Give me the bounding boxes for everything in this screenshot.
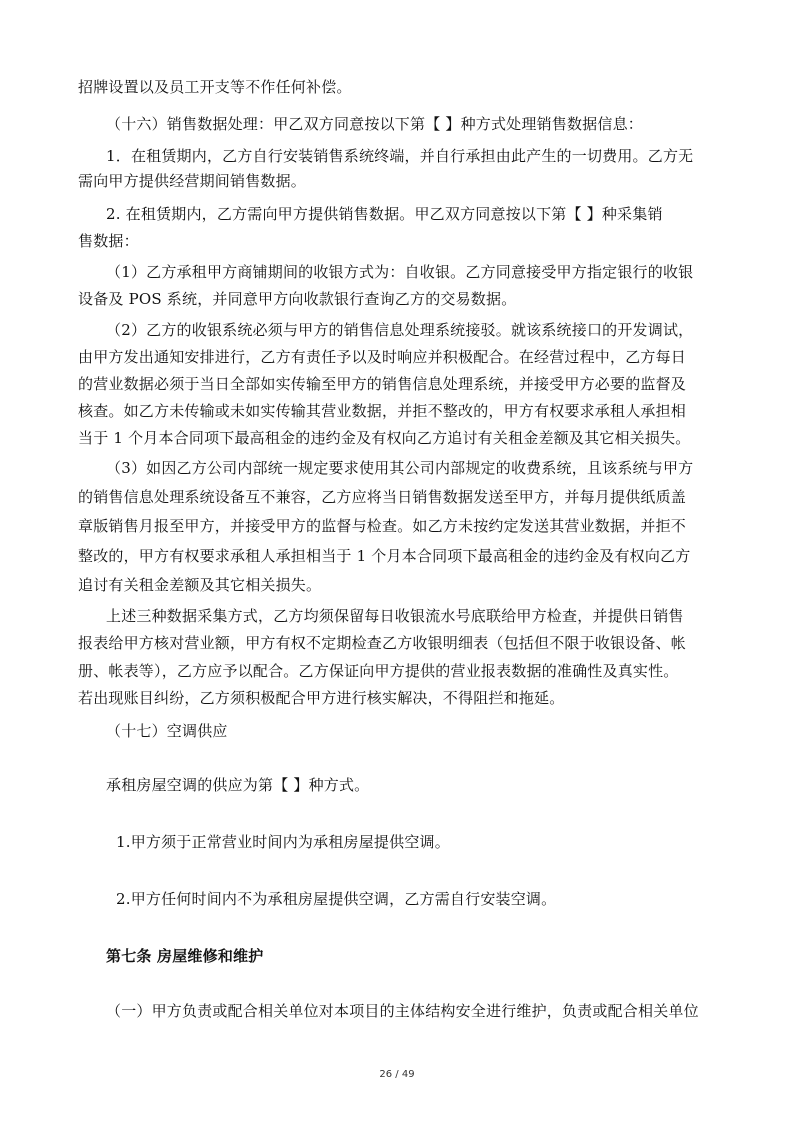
paragraph-line: 核查。如乙方未传输或未如实传输其营业数据，并拒不整改的，甲方有权要求承租人承担相	[78, 402, 687, 420]
paragraph-line: 售数据：	[78, 232, 139, 250]
paragraph-line: 需向甲方提供经营期间销售数据。	[78, 172, 307, 190]
page-number: 26 / 49	[379, 1069, 415, 1080]
paragraph-line: 章版销售月报至甲方，并接受甲方的监督与检查。如乙方未按约定发送其营业数据，并拒不	[78, 517, 687, 535]
paragraph-line: 设备及 POS 系统，并同意甲方向收款银行查询乙方的交易数据。	[78, 290, 517, 308]
paragraph-line: （十六）销售数据处理：甲乙双方同意按以下第【 】种方式处理销售数据信息：	[106, 115, 643, 133]
paragraph-line: 的销售信息处理系统设备互不兼容，乙方应将当日销售数据发送至甲方，并每月提供纸质盖	[78, 488, 687, 506]
paragraph-line: 1．在租赁期内，乙方自行安装销售系统终端，并自行承担由此产生的一切费用。乙方无	[106, 147, 694, 165]
list-item: 2.甲方任何时间内不为承租房屋提供空调，乙方需自行安装空调。	[116, 890, 557, 908]
paragraph-line: （1）乙方承租甲方商铺期间的收银方式为：自收银。乙方同意接受甲方指定银行的收银	[106, 263, 694, 281]
paragraph-line: 2. 在租赁期内，乙方需向甲方提供销售数据。甲乙双方同意按以下第【 】种采集销	[106, 205, 663, 223]
list-item: 1.甲方须于正常营业时间内为承租房屋提供空调。	[116, 833, 450, 851]
paragraph-line: 的营业数据必须于当日全部如实传输至甲方的销售信息处理系统，并接受甲方必要的监督及	[78, 375, 687, 393]
section-subheading: （十七）空调供应	[106, 722, 228, 740]
paragraph-line: 若出现账目纠纷，乙方须积极配合甲方进行核实解决，不得阻拦和拖延。	[78, 689, 565, 707]
paragraph-line: 追讨有关租金差额及其它相关损失。	[78, 576, 322, 594]
paragraph-line: （3）如因乙方公司内部统一规定要求使用其公司内部规定的收费系统，且该系统与甲方	[106, 459, 694, 477]
paragraph-line: （一）甲方负责或配合相关单位对本项目的主体结构安全进行维护，负责或配合相关单位	[106, 1002, 699, 1020]
article-heading: 第七条 房屋维修和维护	[106, 947, 264, 965]
paragraph-line: 报表给甲方核对营业额，甲方有权不定期检查乙方收银明细表（包括但不限于收银设备、帐	[78, 634, 687, 652]
paragraph-line: 招牌设置以及员工开支等不作任何补偿。	[78, 78, 352, 96]
paragraph-line: 整改的，甲方有权要求承租人承担相当于 1 个月本合同项下最高租金的违约金及有权向乙方	[78, 547, 691, 565]
paragraph-line: 承租房屋空调的供应为第【 】种方式。	[106, 776, 370, 794]
paragraph-line: 上述三种数据采集方式，乙方均须保留每日收银流水号底联给甲方检查，并提供日销售	[106, 607, 684, 625]
paragraph-line: （2）乙方的收银系统必须与甲方的销售信息处理系统接驳。就该系统接口的开发调试，	[106, 321, 694, 339]
paragraph-line: 由甲方发出通知安排进行，乙方有责任予以及时响应并积极配合。在经营过程中，乙方每日	[78, 348, 687, 366]
paragraph-line: 册、帐表等），乙方应予以配合。乙方保证向甲方提供的营业报表数据的准确性及真实性。	[78, 662, 679, 680]
paragraph-line: 当于 1 个月本合同项下最高租金的违约金及有权向乙方追讨有关租金差额及其它相关损失。	[78, 429, 691, 447]
